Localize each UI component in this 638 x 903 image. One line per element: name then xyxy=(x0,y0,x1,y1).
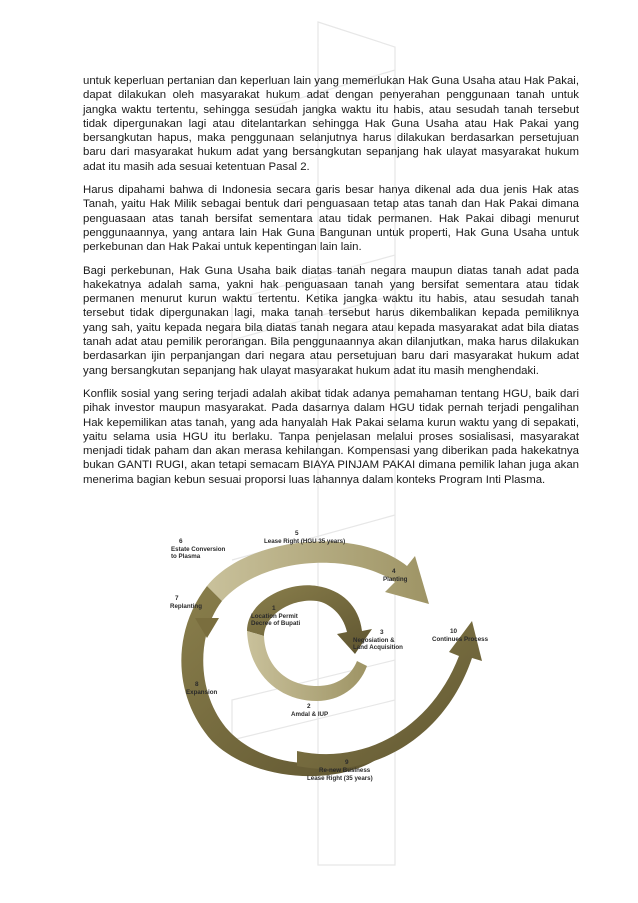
hgu-cycle-diagram xyxy=(167,526,507,791)
svg-text:8: 8 xyxy=(195,681,199,688)
svg-text:3: 3 xyxy=(380,629,384,636)
svg-text:2: 2 xyxy=(307,703,311,710)
svg-text:10: 10 xyxy=(450,628,458,635)
svg-text:Lease Right (HGU 35 years): Lease Right (HGU 35 years) xyxy=(264,538,346,545)
svg-text:4: 4 xyxy=(392,568,396,575)
body-text xyxy=(83,74,579,496)
svg-text:Lease Right (35 years): Lease Right (35 years) xyxy=(307,775,373,782)
svg-text:Continues Process: Continues Process xyxy=(432,636,489,643)
paragraph-1: untuk keperluan pertanian dan keperluan lain yang memerlukan Hak Guna Usaha atau Hak Pakai, dapat dilakukan oleh masyarakat hukum adat dengan penyerahan penggunaan tanah untuk jangka waktu tertentu, sehingga sesudah jangka waktu itu habis, atau sesudah tanah tersebut tidak dipergunakan lagi atau ditelantarkan sehingga Hak Guna Usaha atau Hak Pakai yang bersangkutan hapus, maka penggunaan selanjutnya harus dilakukan berdasarkan persetujuan baru dari masyarakat hukum adat yang bersangkutan sepanjang hak ulayat masyarakat hukum adat itu masih ada sesuai ketentuan Pasal 2. xyxy=(83,75,579,173)
svg-text:7: 7 xyxy=(175,595,179,602)
svg-text:Expansion: Expansion xyxy=(186,689,218,696)
svg-text:Planting: Planting xyxy=(383,576,408,583)
paragraph-3: Bagi perkebunan, Hak Guna Usaha baik diatas tanah negara maupun diatas tanah adat pada hakekatnya adalah sama, yakni hak penguasaan tanah yang bersifat sementara atau tidak permanen menurut kurun waktu tertentu. Ketika jangka waktu itu habis, atau sesudah tanah tersebut tidak dipergunakan lagi, maka tanah tersebut harus dikembalikan kepada pemiliknya yang sah, yaitu kepada negara bila diatas tanah negara atau kepada masyarakat adat bila diatas tanah adat atau pemilik perorangan. Bila penggunaannya akan dilanjutkan, maka harus dilakukan berdasarkan ijin perpanjangan dari negara atau persetujuan baru dari masyarakat hukum adat yang bersangkutan sepanjang hak ulayat masyarakat hukum adat itu masih menghendaki. xyxy=(83,264,579,377)
step-6 xyxy=(171,538,226,560)
svg-text:Replanting: Replanting xyxy=(170,603,202,610)
step-2 xyxy=(291,703,328,718)
svg-text:Decree of Bupati: Decree of Bupati xyxy=(251,620,301,627)
paragraph-2: Harus dipahami bahwa di Indonesia secara garis besar hanya dikenal ada dua jenis Hak atas Tanah, yaitu Hak Milik sebagai bentuk dari penguasaan tetap atas tanah dan Hak Pakai dimana penguasaan atas tanah bersifat sementara atau tidak permanen. Hak Pakai dibagi menurut penggunaannya, yang antara lain Hak Guna Bangunan untuk properti, Hak Guna Usaha untuk perkebunan dan Hak Pakai untuk kepentingan lain lain. xyxy=(83,184,579,254)
paragraph-4: Konflik sosial yang sering terjadi adalah akibat tidak adanya pemahaman tentang HGU, baik dari pihak investor maupun masyarakat. Pada dasarnya dalam HGU tidak pernah terjadi pengalihan Hak kepemilikan atas tanah, yang ada hanyalah Hak Pakai selama kurun waktu yang di sepakati, yaitu selama usia HGU itu berlaku. Tanpa penjelasan melalui proses sosialisasi, masyarakat menjadi tidak paham dan akan merasa kehilangan. Kompensasi yang diberikan pada hakekatnya bukan GANTI RUGI, akan tetapi semacam BIAYA PINJAM PAKAI dimana pemilik lahan juga akan menerima bagian kebun sesuai proporsi luas lahannya dalam konteks Program Inti Plasma. xyxy=(83,387,579,486)
svg-text:Estate Conversion: Estate Conversion xyxy=(171,546,226,553)
svg-text:to Plasma: to Plasma xyxy=(171,553,201,560)
svg-text:Land Acquisition: Land Acquisition xyxy=(353,644,403,651)
svg-text:Location Permit: Location Permit xyxy=(251,613,298,620)
svg-text:9: 9 xyxy=(345,759,349,766)
svg-text:Amdal & IUP: Amdal & IUP xyxy=(291,711,329,718)
svg-text:Negosiation &: Negosiation & xyxy=(353,637,395,644)
svg-text:1: 1 xyxy=(272,605,276,612)
step-7 xyxy=(170,595,202,610)
svg-text:6: 6 xyxy=(179,538,183,545)
step-5 xyxy=(264,530,345,545)
svg-text:Re-new Business: Re-new Business xyxy=(319,767,371,774)
step-10 xyxy=(432,628,489,643)
svg-text:5: 5 xyxy=(295,530,299,537)
